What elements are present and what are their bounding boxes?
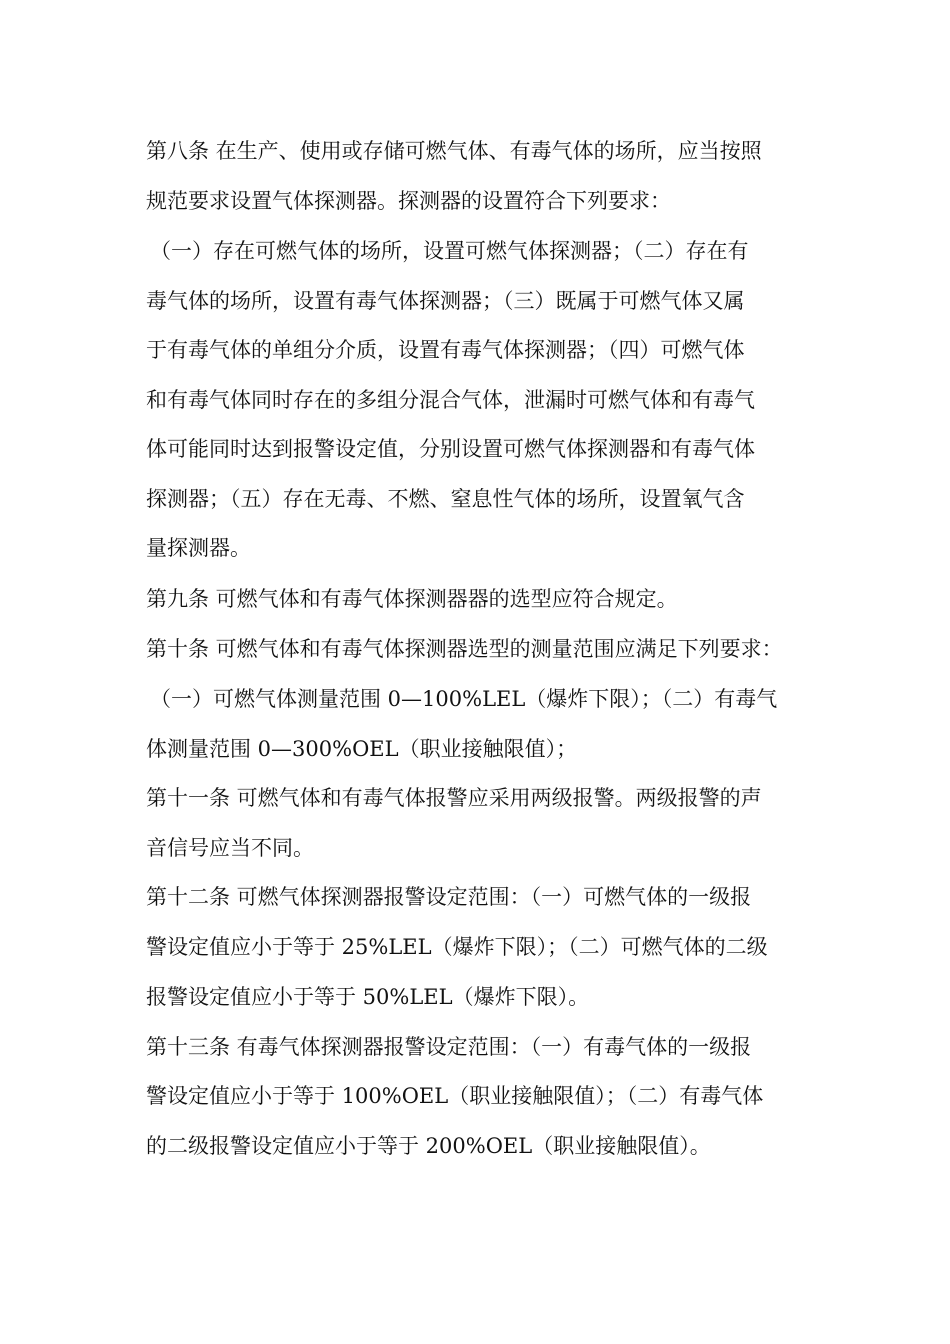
article-9: 第九条 可燃气体和有毒气体探测器器的选型应符合规定。 <box>146 587 678 611</box>
text-line: （一）可燃气体测量范围 0—100%LEL（爆炸下限）；（二）有毒气 <box>150 687 778 711</box>
text-line: 探测器；（五）存在无毒、不燃、窒息性气体的场所，设置氧气含 <box>146 487 745 511</box>
text-line: 警设定值应小于等于 100%OEL（职业接触限值）；（二）有毒气体 <box>146 1084 764 1108</box>
text-line: 的二级报警设定值应小于等于 200%OEL（职业接触限值）。 <box>146 1134 711 1158</box>
text-line: 报警设定值应小于等于 50%LEL（爆炸下限）。 <box>146 985 590 1009</box>
article-13: 第十三条 有毒气体探测器报警设定范围：（一）有毒气体的一级报 <box>146 1035 752 1059</box>
text-line: 警设定值应小于等于 25%LEL（爆炸下限）；（二）可燃气体的二级 <box>146 935 768 959</box>
text-line: 规范要求设置气体探测器。探测器的设置符合下列要求： <box>146 189 671 213</box>
text-line: 和有毒气体同时存在的多组分混合气体，泄漏时可燃气体和有毒气 <box>146 388 755 412</box>
text-line: （一）存在可燃气体的场所，设置可燃气体探测器；（二）存在有 <box>150 239 749 263</box>
text-line: 音信号应当不同。 <box>146 836 314 860</box>
text-line: 量探测器。 <box>146 536 251 560</box>
text-line: 体可能同时达到报警设定值，分别设置可燃气体探测器和有毒气体 <box>146 437 755 461</box>
text-line: 毒气体的场所，设置有毒气体探测器；（三）既属于可燃气体又属 <box>146 289 745 313</box>
text-line: 于有毒气体的单组分介质，设置有毒气体探测器；（四）可燃气体 <box>146 338 745 362</box>
article-10: 第十条 可燃气体和有毒气体探测器选型的测量范围应满足下列要求： <box>146 637 783 661</box>
text-line: 第八条 在生产、使用或存储可燃气体、有毒气体的场所，应当按照 <box>146 139 762 163</box>
article-11: 第十一条 可燃气体和有毒气体报警应采用两级报警。两级报警的声 <box>146 786 762 810</box>
text-line: 体测量范围 0—300%OEL（职业接触限值）； <box>146 737 578 761</box>
article-12: 第十二条 可燃气体探测器报警设定范围：（一）可燃气体的一级报 <box>146 885 752 909</box>
